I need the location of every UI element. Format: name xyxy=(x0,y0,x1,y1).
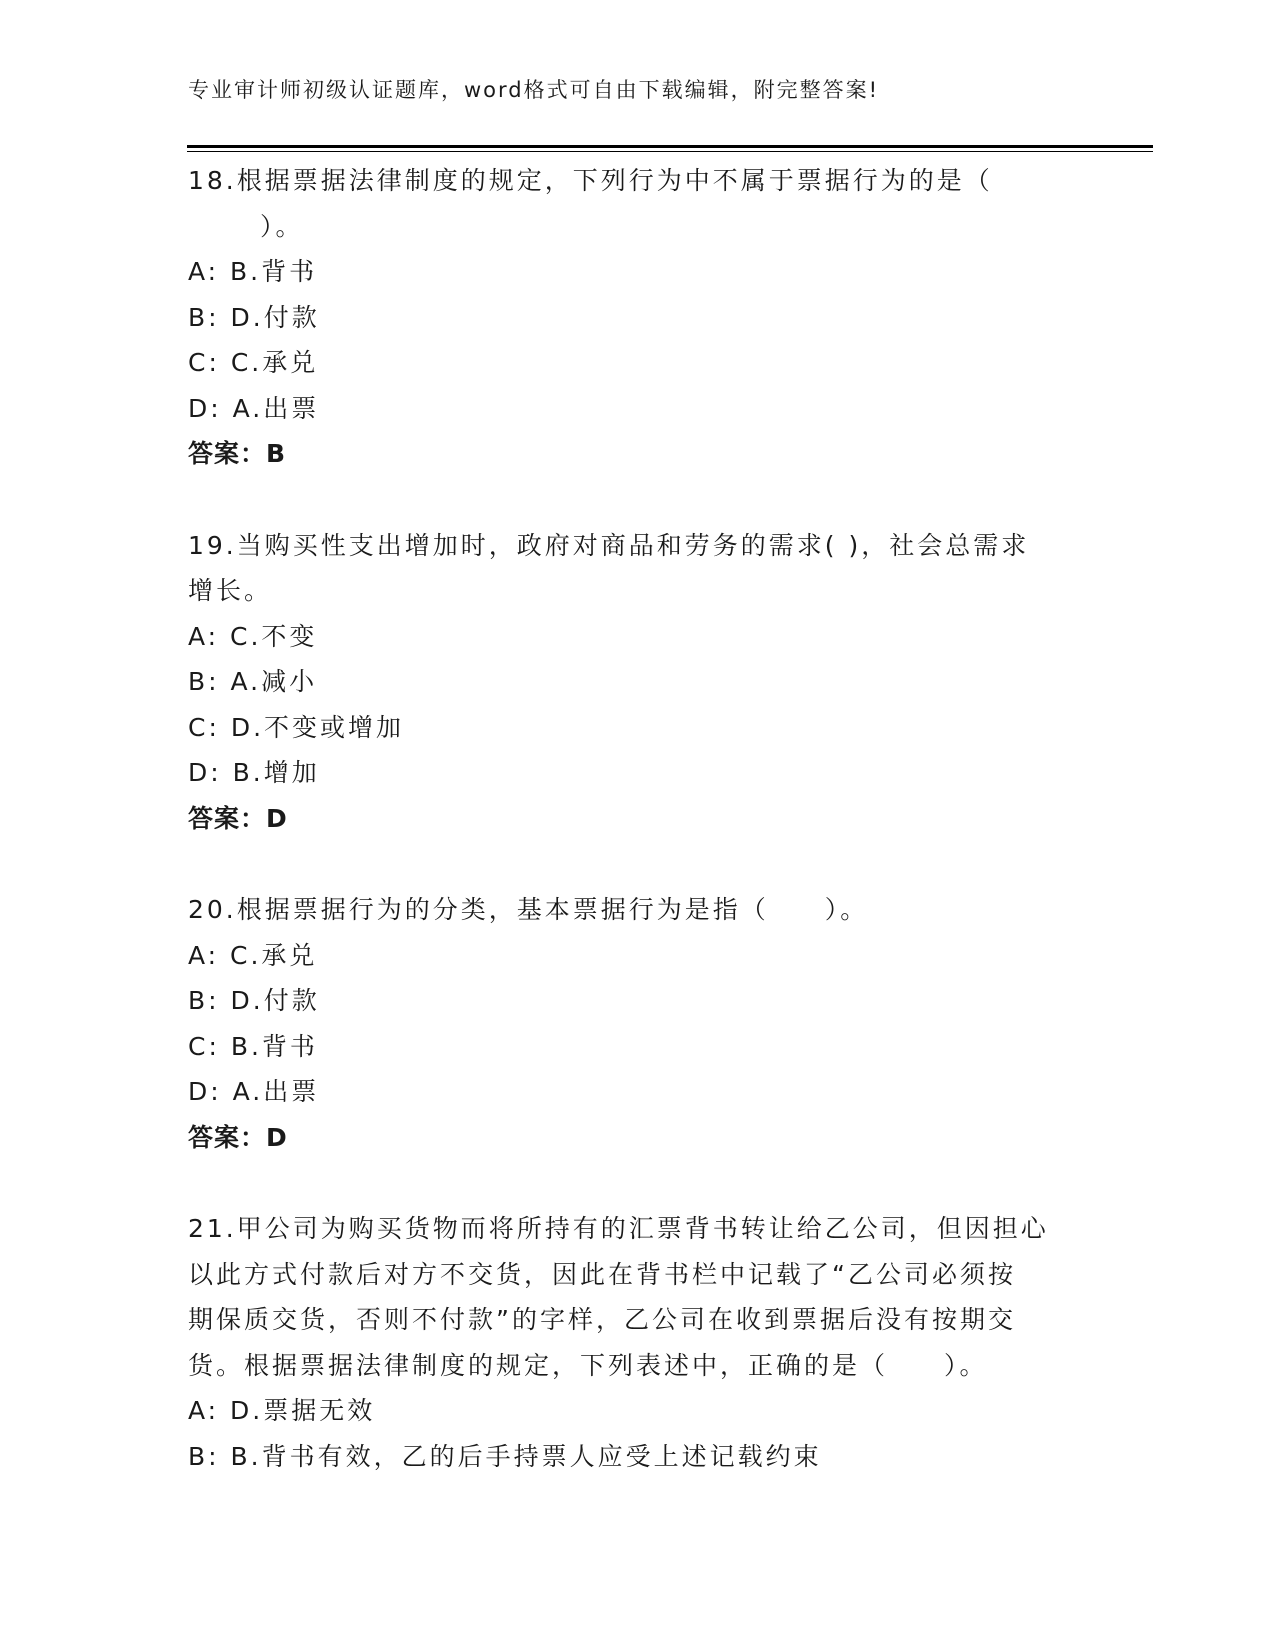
question-stem: 20.根据票据行为的分类，基本票据行为是指（ ）。 xyxy=(188,895,869,924)
answer: 答案：D xyxy=(188,1122,288,1152)
option-a: A: B.背书 xyxy=(188,257,318,286)
option-c: C: D.不变或增加 xyxy=(188,712,405,742)
question-19 xyxy=(188,523,1078,842)
question-stem: 19.当购买性支出增加时，政府对商品和劳务的需求( )，社会总需求 xyxy=(188,530,1030,560)
header-divider xyxy=(187,145,1153,148)
option-a: A: D.票据无效 xyxy=(188,1396,376,1425)
option-a: A: C.不变 xyxy=(188,621,318,651)
option-d: D: B.增加 xyxy=(188,758,320,787)
question-21 xyxy=(188,1206,1078,1479)
page-header: 专业审计师初级认证题库，word格式可自由下载编辑，附完整答案! xyxy=(188,78,880,102)
question-list xyxy=(188,158,1078,1479)
question-stem: 21.甲公司为购买货物而将所持有的汇票背书转让给乙公司，但因担心 xyxy=(188,1214,1049,1243)
answer: 答案：B xyxy=(188,439,287,468)
question-stem: 增长。 xyxy=(188,576,273,605)
option-d: D: A.出票 xyxy=(188,1077,320,1106)
question-stem: 18.根据票据法律制度的规定，下列行为中不属于票据行为的是（ xyxy=(188,166,993,195)
option-c: C: B.背书 xyxy=(188,1031,318,1061)
question-18 xyxy=(188,158,1078,477)
option-b: B: D.付款 xyxy=(188,302,320,332)
question-stem: ）。 xyxy=(260,211,304,241)
option-b: B: B.背书有效，乙的后手持票人应受上述记载约束 xyxy=(188,1441,822,1471)
header-divider-thin xyxy=(187,151,1153,152)
option-c: C: C.承兑 xyxy=(188,348,319,377)
question-stem: 货。根据票据法律制度的规定，下列表述中，正确的是（ ）。 xyxy=(188,1350,988,1380)
question-20 xyxy=(188,887,1078,1160)
option-d: D: A.出票 xyxy=(188,393,320,423)
option-a: A: C.承兑 xyxy=(188,940,318,970)
option-b: B: A.减小 xyxy=(188,667,318,696)
question-stem: 以此方式付款后对方不交货，因此在背书栏中记载了“乙公司必须按 xyxy=(188,1259,1016,1289)
option-b: B: D.付款 xyxy=(188,986,320,1015)
question-stem: 期保质交货，否则不付款”的字样，乙公司在收到票据后没有按期交 xyxy=(188,1305,1016,1334)
answer: 答案：D xyxy=(188,803,288,833)
